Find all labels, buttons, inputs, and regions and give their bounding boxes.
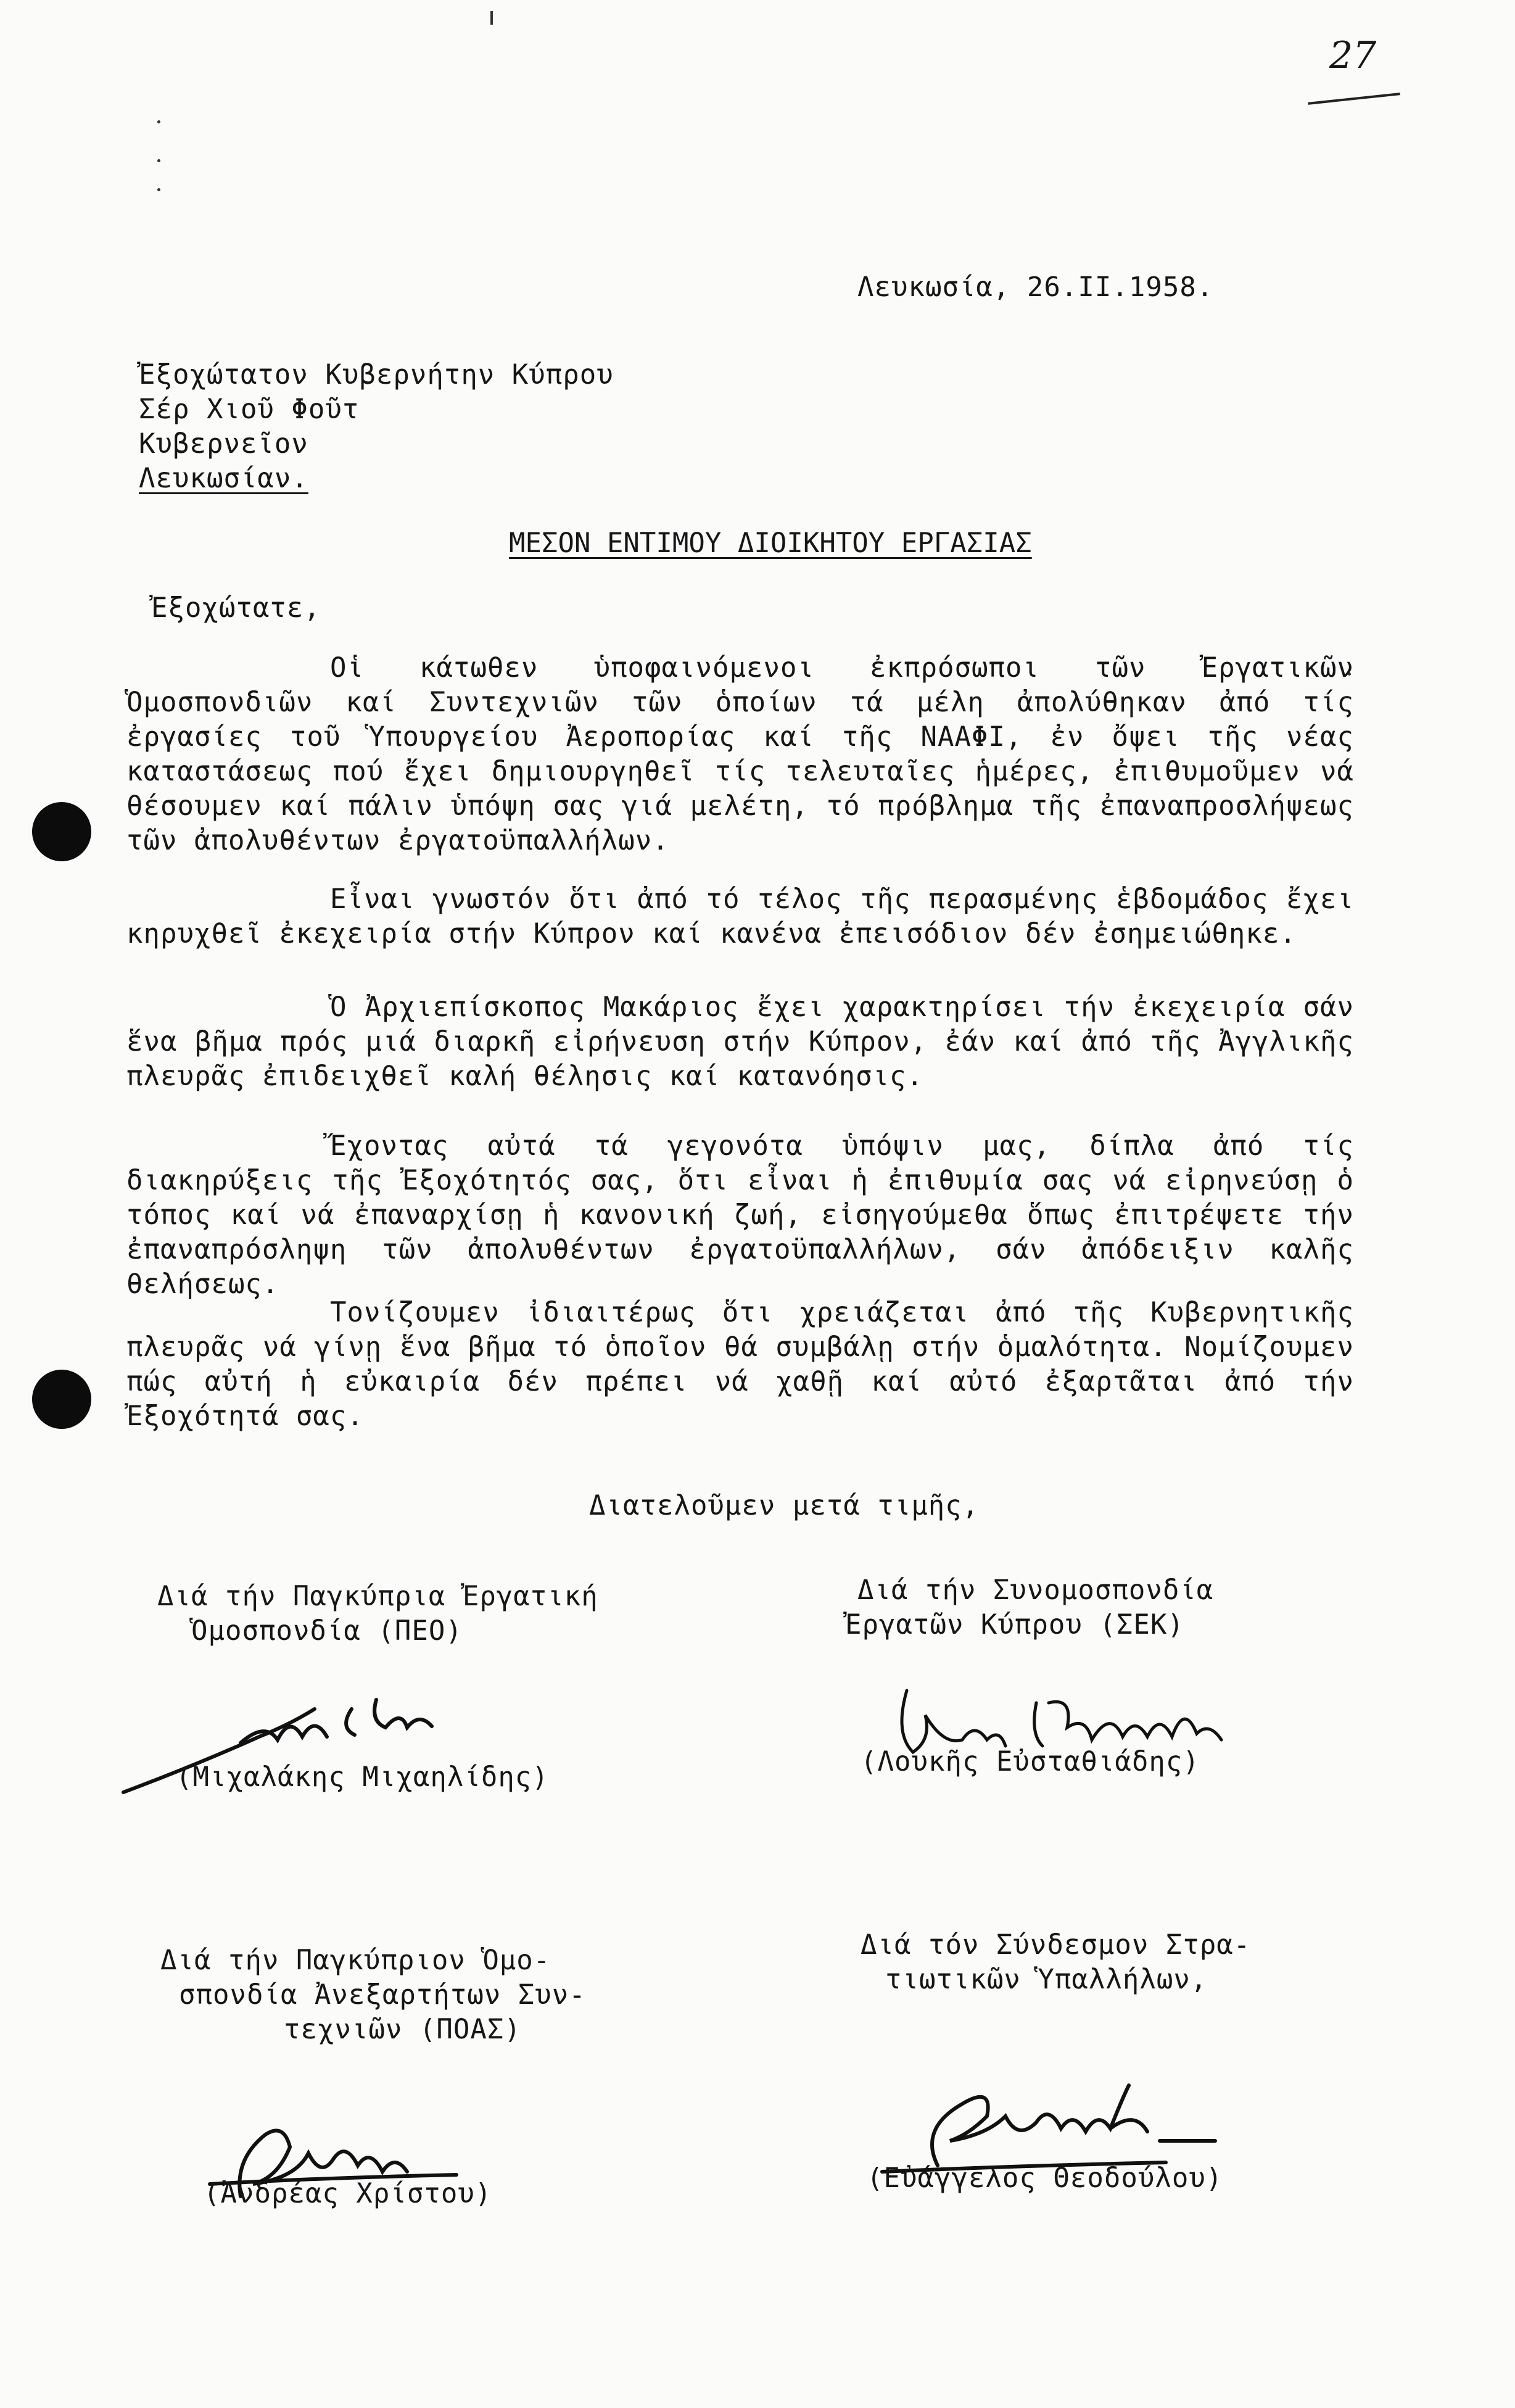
punch-hole-top [32,802,91,861]
signatory-poas-org [160,1943,586,2047]
recipient-line-3: Κυβερνεῖον [139,428,308,460]
org-line: τιωτικῶν Ὑπαλλήλων, [885,1964,1208,1995]
scan-speck [157,188,160,191]
paragraph-text: Τονίζουμεν ἰδιαιτέρως ὅτι χρειάζεται ἀπό τῆς Κυβερνητικῆς πλευρᾶς νά γίνῃ ἕνα βῆμα τό ὁποῖον θά συμβάλῃ στήν ὁμαλότητα. Νομίζουμεν πώς αὐτή ἡ εὐκαιρία δέν πρέπει νά χαθῇ καί αὐτό ἐξαρτᾶται ἀπό τήν Ἐξοχότητά σας. [126,1297,1354,1432]
org-line: Ὁμοσπονδία (ΠΕΟ) [191,1615,463,1647]
org-line: Διά τήν Συνομοσπονδία [857,1574,1214,1606]
signatory-military-org [861,1928,1250,1997]
body-paragraph-3 [126,990,1354,1094]
recipient-line-2: Σέρ Χιοῦ Φοῦτ [139,394,360,425]
body-paragraph-2 [126,882,1354,951]
page-number-underline [1308,93,1400,105]
org-line: Διά τήν Παγκύπρια Ἐργατική [157,1581,598,1612]
signatory-sek-name: (Λουκῆς Εὐσταθιάδης) [861,1746,1200,1777]
paragraph-text: Εἶναι γνωστόν ὅτι ἀπό τό τέλος τῆς περασμένης ἑβδομάδος ἔχει κηρυχθεῖ ἐκεχειρία στήν Κύπρον καί κανένα ἐπεισόδιον δέν ἐσημειώθηκε. [126,883,1354,950]
paragraph-text: Ὁ Ἀρχιεπίσκοπος Μακάριος ἔχει χαρακτηρίσει τήν ἐκεχειρία σάν ἕνα βῆμα πρός μιά διαρκῆ εἰρήνευση στήν Κύπρον, ἐάν καί ἀπό τῆς Ἀγγλικῆς πλευρᾶς ἐπιδειχθεῖ καλή θέλησις καί κατανόησις. [126,991,1354,1092]
signatory-military-name: (Εὐάγγελος Θεοδούλου) [867,2162,1223,2194]
signatory-peo-name: (Μιχαλάκης Μιχαηλίδης) [176,1761,549,1793]
date-line: Λευκωσία, 26.ΙΙ.1958. [857,271,1214,303]
scan-speck [490,11,493,25]
signatory-sek-org [845,1573,1213,1642]
body-paragraph-4 [126,1129,1354,1302]
paragraph-text: Ἔχοντας αὐτά τά γεγονότα ὑπόψιν μας, δίπλα ἀπό τίς διακηρύξεις τῆς Ἐξοχότητός σας, ὅτι εἶναι ἡ ἐπιθυμία σας νά εἰρηνεύσῃ ὁ τόπος καί νά ἐπαναρχίσῃ ἡ κανονική ζωή, εἰσηγούμεθα ὅπως ἐπιτρέψετε τήν ἐπαναπρόσληψη τῶν ἀπολυθέντων ἐργατοϋπαλλήλων, σάν ἀπόδειξιν καλῆς θελήσεως. [126,1130,1354,1300]
scan-speck [157,159,160,162]
paragraph-text: Οἱ κάτωθεν ὑποφαινόμενοι ἐκπρόσωποι τῶν Ἐργατικῶν Ὁμοσπονδιῶν καί Συντεχνιῶν τῶν ὁποίων τά μέλη ἀπολύθηκαν ἀπό τίς ἐργασίες τοῦ Ὑπουργείου Ἀεροπορίας καί τῆς ΝΑΑΦΙ, ἐν ὄψει τῆς νέας καταστάσεως πού ἔχει δημιουργηθεῖ τίς τελευταῖες ἡμέρες, ἐπιθυμοῦμεν νά θέσουμεν καί πάλιν ὑπόψη σας γιά μελέτη, τό πρόβλημα τῆς ἐπαναπροσλήψεως τῶν ἀπολυθέντων ἐργατοϋπαλλήλων. [126,652,1354,856]
signatory-poas-name: (Ἀνδρέας Χρίστου) [204,2178,492,2209]
subject-heading: ΜΕΣΟΝ ΕΝΤΙΜΟΥ ΔΙΟΙΚΗΤΟΥ ΕΡΓΑΣΙΑΣ [509,528,1032,559]
org-line: τεχνιῶν (ΠΟΑΣ) [284,2014,521,2045]
body-paragraph-5 [126,1296,1354,1434]
closing-line: Διατελοῦμεν μετά τιμῆς, [589,1490,980,1521]
body-paragraph-1 [126,651,1354,858]
org-line: Διά τήν Παγκύπριον Ὁμο- [160,1945,551,1976]
punch-hole-bottom [32,1370,91,1429]
salutation: Ἐξοχώτατε, [151,592,321,624]
org-line: Ἐργατῶν Κύπρου (ΣΕΚ) [845,1609,1184,1641]
recipient-line-4: Λευκωσίαν. [139,463,308,494]
signatory-peo-org [157,1579,598,1649]
scan-speck [157,120,160,123]
org-line: σπονδία Ἀνεξαρτήτων Συν- [179,1979,586,2011]
recipient-line-1: Ἐξοχώτατον Κυβερνήτην Κύπρου [139,359,614,391]
org-line: Διά τόν Σύνδεσμον Στρα- [861,1929,1251,1961]
page-number: 27 [1329,34,1377,77]
